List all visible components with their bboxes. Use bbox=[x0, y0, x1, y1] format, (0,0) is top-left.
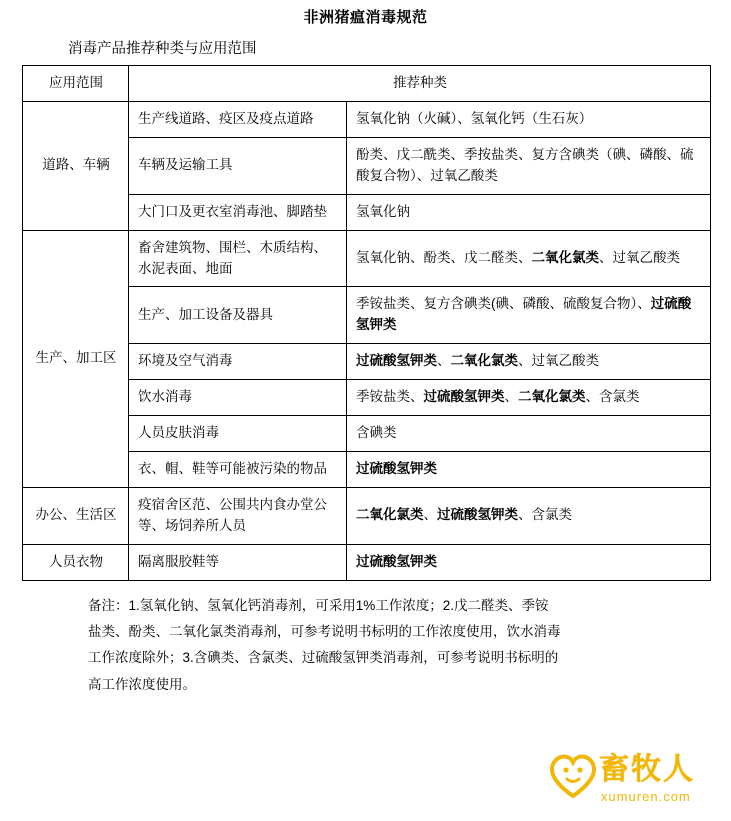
row-recommend: 含碘类 bbox=[347, 416, 711, 452]
note-line: 备注：1.氢氧化钠、氢氧化钙消毒剂，可采用1%工作浓度；2.戊二醛类、季铵 bbox=[88, 597, 549, 613]
row-item: 大门口及更衣室消毒池、脚踏垫 bbox=[129, 194, 347, 230]
page-title: 非洲猪瘟消毒规范 bbox=[303, 9, 428, 26]
row-recommend: 过硫酸氢钾类、二氧化氯类、过氧乙酸类 bbox=[347, 344, 711, 380]
group-label: 办公、生活区 bbox=[23, 487, 129, 544]
group-label: 道路、车辆 bbox=[23, 101, 129, 230]
table-caption: 消毒产品推荐种类与应用范围 bbox=[68, 41, 257, 57]
heart-icon bbox=[549, 753, 597, 799]
row-item: 生产、加工设备及器具 bbox=[129, 287, 347, 344]
table-row bbox=[23, 487, 711, 544]
header-scope: 应用范围 bbox=[23, 66, 129, 102]
disinfectant-table bbox=[22, 65, 711, 581]
table-row bbox=[23, 544, 711, 580]
row-item: 环境及空气消毒 bbox=[129, 344, 347, 380]
row-recommend: 酚类、戊二酰类、季按盐类、复方含碘类（碘、磷酸、硫酸复合物）、过氧乙酸类 bbox=[347, 137, 711, 194]
row-item: 生产线道路、疫区及疫点道路 bbox=[129, 101, 347, 137]
row-recommend: 氢氧化钠、酚类、戊二醛类、二氧化氯类、过氧乙酸类 bbox=[347, 230, 711, 287]
row-recommend: 氢氧化钠 bbox=[347, 194, 711, 230]
group-label: 人员衣物 bbox=[23, 544, 129, 580]
row-item: 畜舍建筑物、围栏、木质结构、水泥表面、地面 bbox=[129, 230, 347, 287]
note-line: 高工作浓度使用。 bbox=[88, 676, 196, 692]
note-line: 工作浓度除外；3.含碘类、含氯类、过硫酸氢钾类消毒剂，可参考说明书标明的 bbox=[88, 650, 559, 666]
watermark-domain: xumuren.com bbox=[601, 789, 691, 804]
row-item: 疫宿舍区范、公围共内食办堂公等、场饲养所人员 bbox=[129, 487, 347, 544]
row-recommend: 过硫酸氢钾类 bbox=[347, 544, 711, 580]
site-watermark bbox=[547, 751, 715, 813]
table-notes bbox=[22, 593, 710, 698]
group-label: 生产、加工区 bbox=[23, 230, 129, 487]
row-item: 饮水消毒 bbox=[129, 380, 347, 416]
row-item: 车辆及运输工具 bbox=[129, 137, 347, 194]
row-item: 隔离服胶鞋等 bbox=[129, 544, 347, 580]
row-recommend: 二氧化氯类、过硫酸氢钾类、含氯类 bbox=[347, 487, 711, 544]
table-row bbox=[23, 230, 711, 287]
note-line: 盐类、酚类、二氧化氯类消毒剂，可参考说明书标明的工作浓度使用，饮水消毒 bbox=[88, 624, 561, 640]
row-recommend: 过硫酸氢钾类 bbox=[347, 452, 711, 488]
row-item: 衣、帽、鞋等可能被污染的物品 bbox=[129, 452, 347, 488]
table-header-row bbox=[23, 66, 711, 102]
row-recommend: 氢氧化钠（火碱）、氢氧化钙（生石灰） bbox=[347, 101, 711, 137]
row-recommend: 季铵盐类、过硫酸氢钾类、二氧化氯类、含氯类 bbox=[347, 380, 711, 416]
table-row bbox=[23, 101, 711, 137]
row-recommend: 季铵盐类、复方含碘类(碘、磷酸、硫酸复合物）、过硫酸氢钾类 bbox=[347, 287, 711, 344]
table-body bbox=[23, 66, 711, 581]
row-item: 人员皮肤消毒 bbox=[129, 416, 347, 452]
header-recommend: 推荐种类 bbox=[129, 66, 711, 102]
watermark-brand: 畜牧人 bbox=[599, 753, 695, 786]
